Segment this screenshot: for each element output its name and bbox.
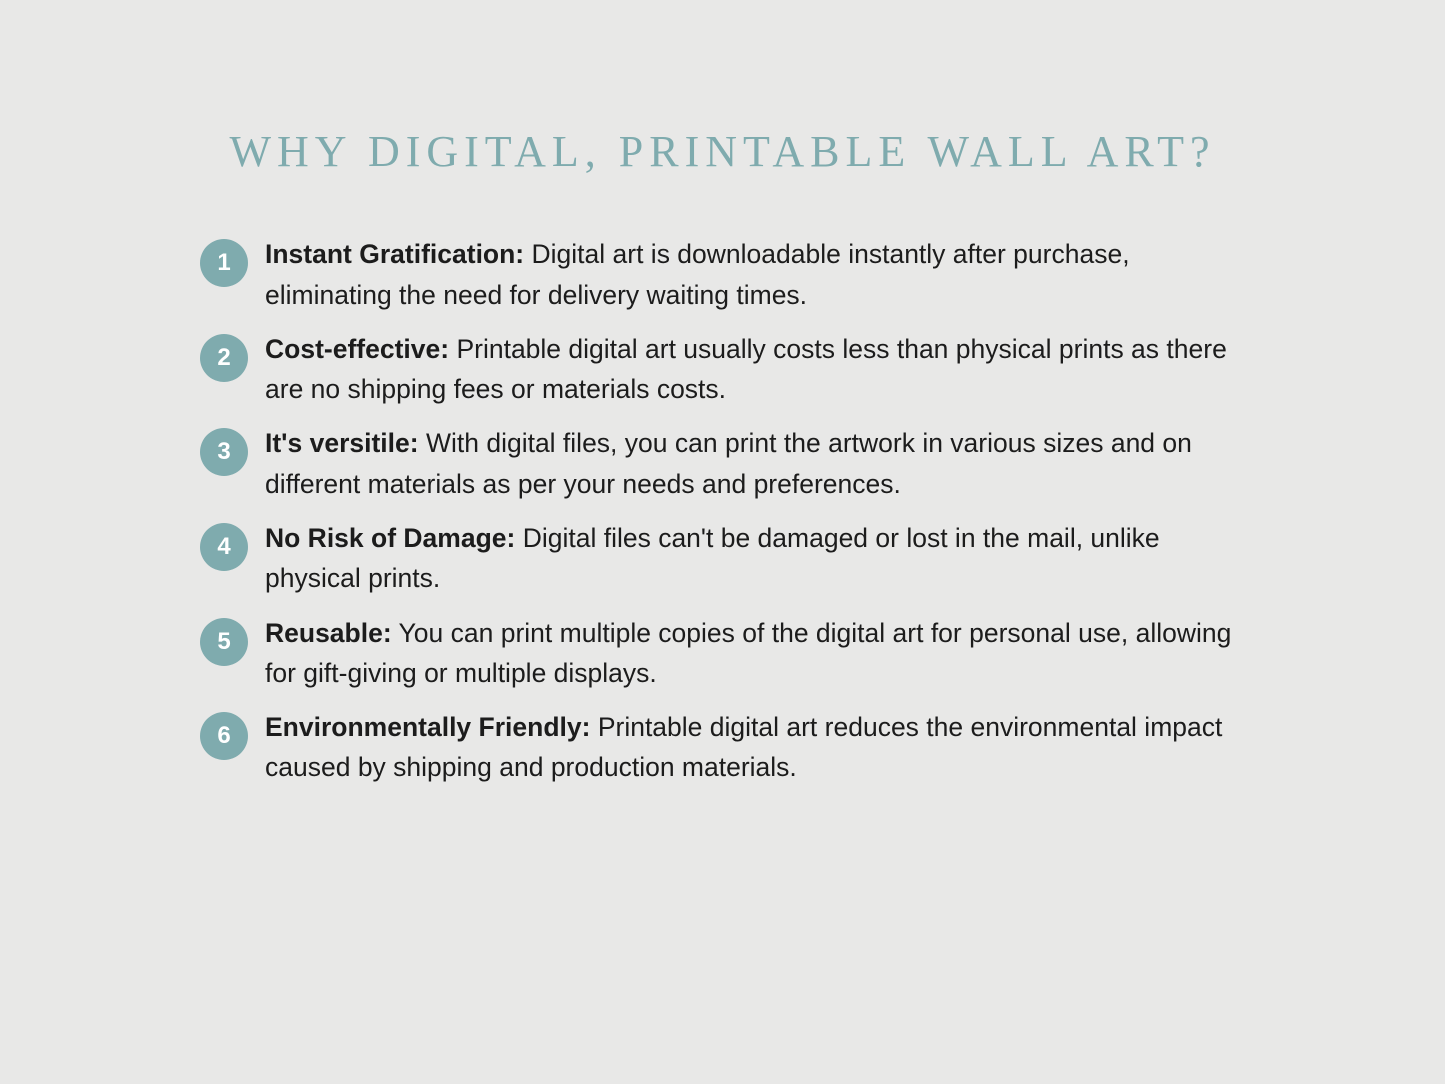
list-item	[200, 518, 1240, 599]
item-text	[265, 234, 1240, 315]
item-label: It's versitile:	[265, 428, 419, 459]
list-item	[200, 234, 1240, 315]
item-number-badge: 2	[200, 334, 248, 382]
item-body: You can print multiple copies of the digital art for personal use, allowing for gift-giving or multiple displays.	[265, 617, 1232, 688]
item-number-badge: 1	[200, 239, 248, 287]
item-number-badge: 6	[200, 712, 248, 760]
item-body: Printable digital art usually costs less than physical prints as there are no shipping fees or materials costs.	[265, 333, 1227, 405]
page-title: WHY DIGITAL, PRINTABLE WALL ART?	[229, 127, 1216, 176]
item-body: With digital files, you can print the artwork in various sizes and on different materials as per your needs and preferences.	[265, 428, 1192, 499]
list-item	[200, 613, 1240, 694]
item-text	[265, 707, 1240, 788]
item-number-badge: 4	[200, 523, 248, 571]
item-body: Digital files can't be damaged or lost in the mail, unlike physical prints.	[265, 522, 1160, 594]
item-number-badge: 3	[200, 428, 248, 476]
list-item	[200, 707, 1240, 788]
benefits-list	[200, 234, 1240, 787]
item-text	[265, 423, 1240, 504]
item-label: Reusable:	[265, 617, 392, 648]
item-text	[265, 613, 1240, 694]
item-text	[265, 329, 1240, 410]
list-item	[200, 329, 1240, 410]
item-label: Cost-effective:	[265, 333, 450, 364]
item-body: Printable digital art reduces the environmental impact caused by shipping and production materials.	[265, 712, 1223, 783]
item-label: Instant Gratification:	[265, 239, 525, 270]
list-item	[200, 423, 1240, 504]
item-label: No Risk of Damage:	[265, 522, 516, 553]
item-body: Digital art is downloadable instantly after purchase, eliminating the need for delivery waiting times.	[265, 239, 1130, 310]
item-number-badge: 5	[200, 618, 248, 666]
item-label: Environmentally Friendly:	[265, 712, 591, 743]
item-text	[265, 518, 1240, 599]
